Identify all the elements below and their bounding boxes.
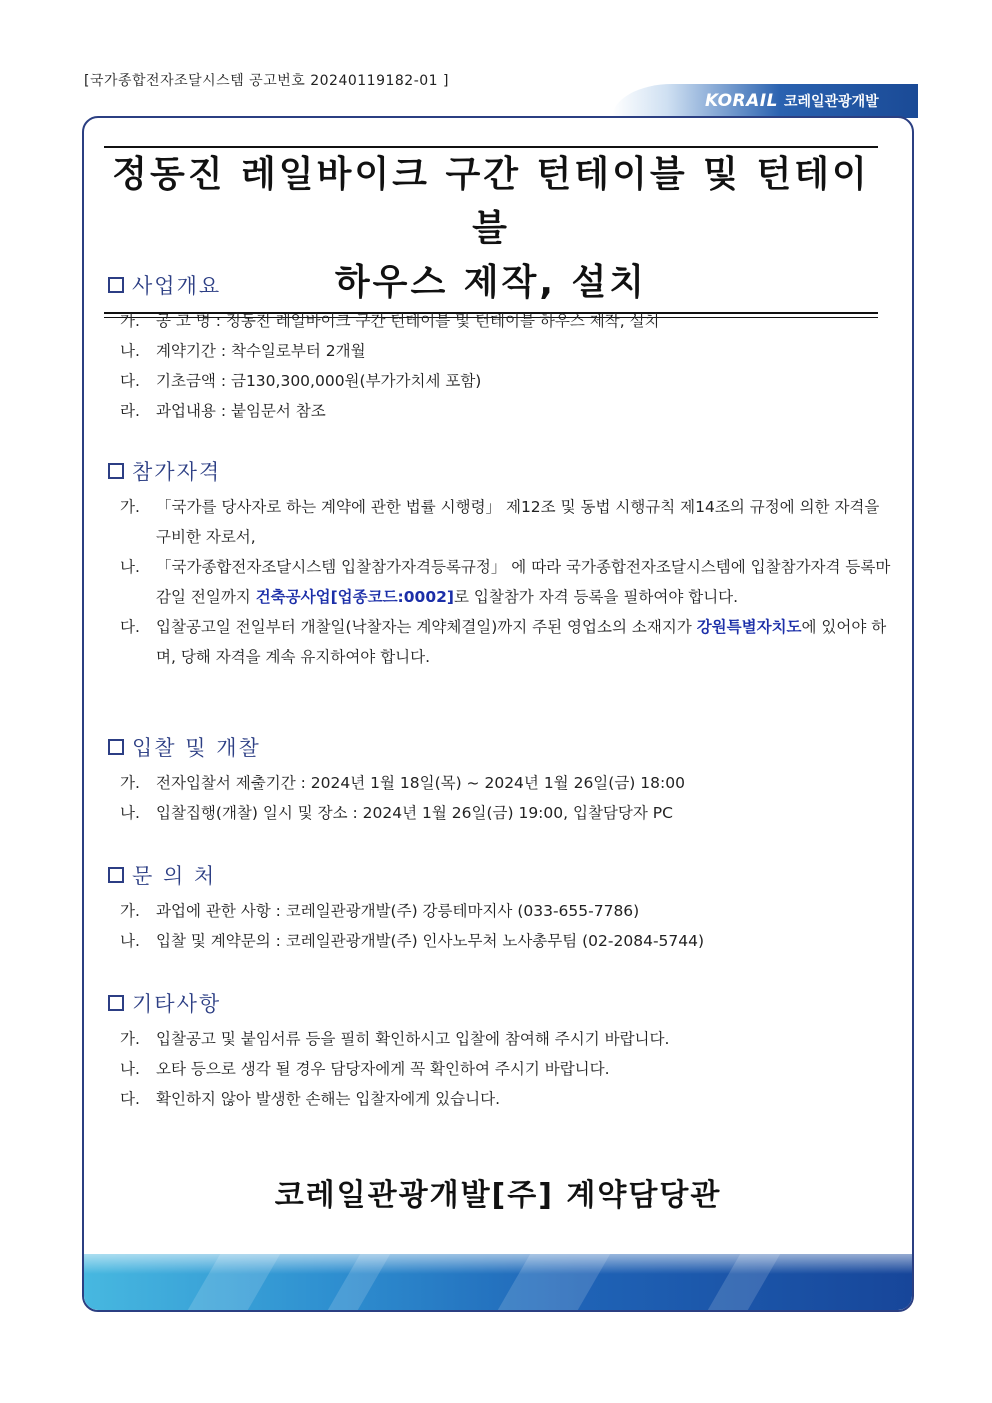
list-item: 다. 확인하지 않아 발생한 손해는 입찰자에게 있습니다. [120,1090,500,1108]
list-item: 가. 입찰공고 및 붙임서류 등을 필히 확인하시고 입찰에 참여해 주시기 바랍니다. [120,1030,670,1048]
list-item: 라. 과업내용 : 붙임문서 참조 [120,402,326,420]
logo-name: 코레일관광개발 [783,94,879,110]
checkbox-square-icon [108,739,124,755]
highlight-text: 강원특별자치도 [696,618,802,636]
section-heading: 기타사항 [132,992,222,1016]
list-item: 가. 「국가를 당사자로 하는 계약에 관한 법률 시행령」 제12조 및 동법 시행규칙 제14조의 규정에 의한 자격을 구비한 자로서, [120,498,880,546]
section-bidding [108,732,898,828]
document-frame [82,116,914,1312]
list-item: 다. 입찰공고일 전일부터 개찰일(낙찰자는 계약체결일)까지 주된 영업소의 소재지가 강원특별자치도에 있어야 하며, 당해 자격을 계속 유지하여야 합니다. [120,618,887,666]
section-misc [108,988,898,1114]
list-item: 나. 오타 등으로 생각 될 경우 담당자에게 꼭 확인하여 주시기 바랍니다. [120,1060,610,1078]
footer-organization: 코레일관광개발[주] 계약담당관 [274,1178,722,1213]
list-item: 나. 「국가종합전자조달시스템 입찰참가자격등록규정」 에 따라 국가종합전자조달시스템에 입찰참가자격 등록마감일 전일까지 건축공사업[업종코드:0002]로 입찰참가 자격 등록을 필하여야 합니다. [120,558,891,606]
section-qualification [108,456,898,672]
title-line-2: 하우스 제작, 설치 [334,262,648,303]
section-overview [108,270,898,426]
bottom-decor-band [84,1254,912,1310]
logo-mark: KORAIL [705,91,778,111]
list-item: 다. 기초금액 : 금130,300,000원(부가가치세 포함) [120,372,482,390]
highlight-text: 건축공사업[업종코드:0002] [255,588,454,606]
notice-number: [국가종합전자조달시스템 공고번호 20240119182-01 ] [84,73,449,89]
title-line-1: 정동진 레일바이크 구간 턴테이블 및 턴테이블 [112,154,870,249]
checkbox-square-icon [108,995,124,1011]
list-item: 가. 공 고 명 : 정동진 레일바이크 구간 턴테이블 및 턴테이블 하우스 제작, 설치 [120,312,660,330]
checkbox-square-icon [108,277,124,293]
list-item: 나. 입찰집행(개찰) 일시 및 장소 : 2024년 1월 26일(금) 19:00, 입찰담당자 PC [120,804,673,822]
list-item: 가. 과업에 관한 사항 : 코레일관광개발(주) 강릉테마지사 (033-655-7786) [120,902,640,920]
section-heading: 사업개요 [132,274,222,298]
list-item: 가. 전자입찰서 제출기간 : 2024년 1월 18일(목) ~ 2024년 1월 26일(금) 18:00 [120,774,685,792]
list-item: 나. 계약기간 : 착수일로부터 2개월 [120,342,366,360]
list-item: 나. 입찰 및 계약문의 : 코레일관광개발(주) 인사노무처 노사총무팀 (02-2084-5744) [120,932,705,950]
section-heading: 참가자격 [132,460,222,484]
checkbox-square-icon [108,463,124,479]
section-heading: 문 의 처 [132,864,217,888]
section-contact [108,860,898,956]
checkbox-square-icon [108,867,124,883]
korail-logo [705,90,879,112]
section-heading: 입찰 및 개찰 [132,736,261,760]
